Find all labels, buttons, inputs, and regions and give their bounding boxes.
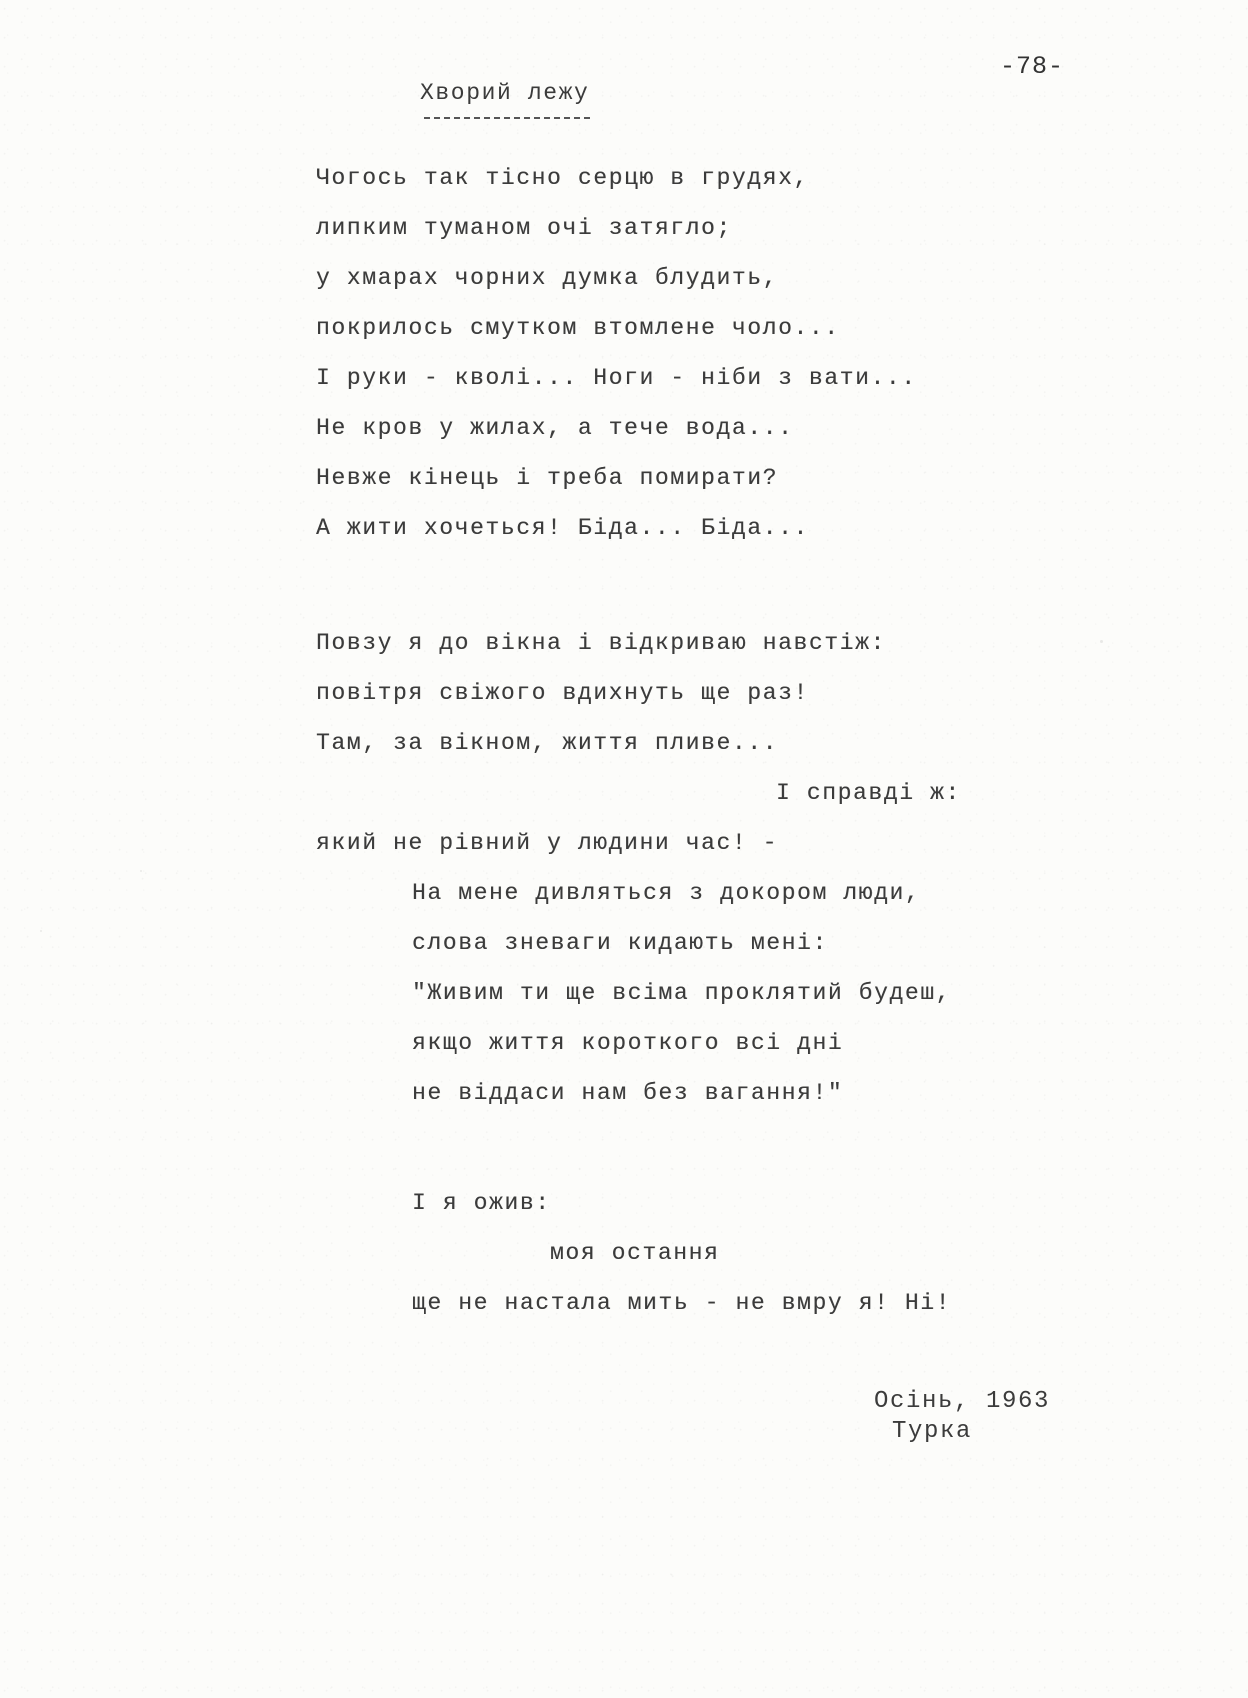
title-underline (424, 117, 590, 119)
signature-place: Турка (892, 1418, 973, 1445)
poem-line: ще не настала мить - не вмру я! Ні! (412, 1290, 952, 1316)
page-number: -78- (1000, 52, 1065, 81)
poem-line: "Живим ти ще всіма проклятий будеш, (412, 980, 952, 1006)
poem-line: Невже кінець і треба помирати? (316, 465, 779, 491)
poem-line: Не кров у жилах, а тече вода... (316, 415, 794, 441)
poem-line: липким туманом очі затягло; (316, 215, 732, 241)
poem-line: повітря свіжого вдихнуть ще раз! (316, 680, 809, 706)
poem-line: моя остання (550, 1240, 720, 1266)
poem-line: На мене дивляться з докором люди, (412, 880, 921, 906)
poem-line: який не рівний у людини час! - (316, 830, 779, 856)
poem-line: Чогось так тісно серцю в грудях, (316, 165, 809, 191)
poem-line: Повзу я до вікна і відкриваю навстіж: (316, 630, 886, 656)
poem-line: покрилось смутком втомлене чоло... (316, 315, 840, 341)
poem-line-right: І справді ж: (776, 780, 961, 806)
poem-line: якщо життя короткого всі дні (412, 1030, 844, 1056)
signature-date: Осінь, 1963 (874, 1388, 1051, 1415)
poem-line: І я ожив: (412, 1190, 551, 1216)
poem-line: у хмарах чорних думка блудить, (316, 265, 779, 291)
poem-title: Хворий лежу (420, 80, 590, 106)
scan-speck (40, 930, 42, 932)
poem-line: Там, за вікном, життя пливе... (316, 730, 779, 756)
scan-speck (1100, 640, 1103, 643)
poem-line: І руки - кволі... Ноги - ніби з вати... (316, 365, 917, 391)
poem-line: слова зневаги кидають мені: (412, 930, 828, 956)
poem-line: А жити хочеться! Біда... Біда... (316, 515, 809, 541)
scan-speck (140, 870, 142, 872)
poem-line: не віддаси нам без вагання!" (412, 1080, 844, 1106)
